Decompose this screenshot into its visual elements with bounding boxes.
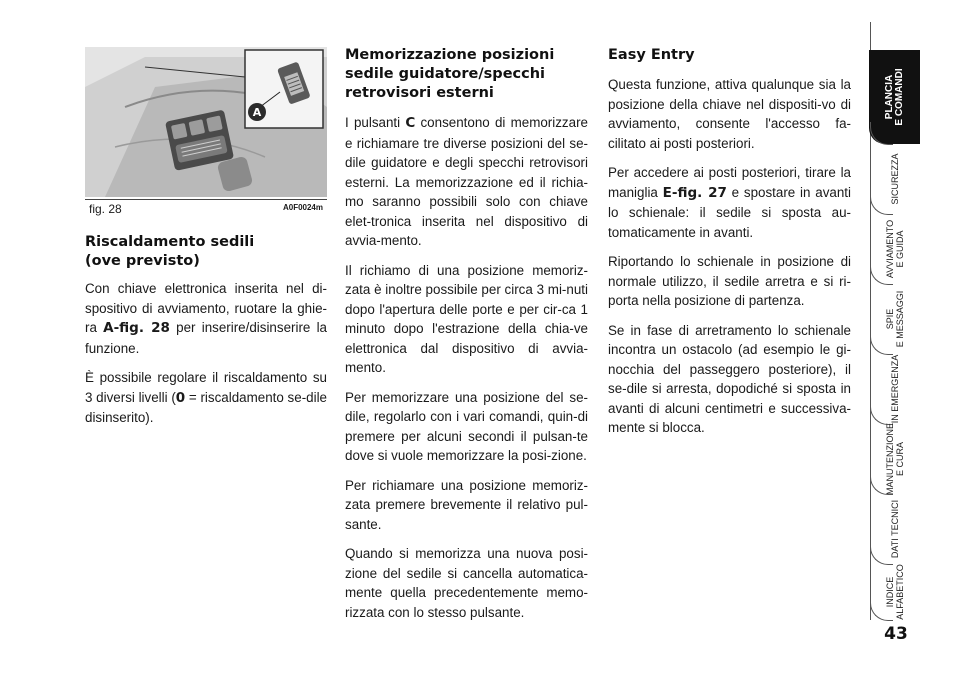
button-reference: C (405, 115, 416, 131)
paragraph: Per richiamare una posizione memoriz-zata premere brevemente il relativo pul-sante. (345, 477, 588, 532)
heading-line: Memorizzazione posizioni (345, 47, 555, 63)
figure-caption (85, 202, 327, 218)
paragraph: Riportando lo schienale in posizione di normale utilizzo, il sedile arretra e si ri-porta nella posizione di partenza. (608, 254, 851, 308)
heading-line: retrovisori esterni (345, 85, 494, 101)
text: e spostare in avanti lo schienale: il sedile si sposta au-tomaticamente in avanti. (608, 184, 851, 240)
column-memory-positions (345, 46, 588, 632)
seat-controls-illustration (85, 47, 327, 197)
text: I pulsanti (345, 115, 406, 130)
figure-code: A0F0024m (282, 203, 323, 212)
text: consentono di memorizzare e richiamare tre diverse posizioni del se-dile guidatore e degli specchi retrovisori esterni. La memorizzazione ed il richia-mo saranno possibili solo con chiave elet-tronica inserita nel dispositivo di avvia-mento. (345, 115, 588, 248)
heading-memory-positions (345, 46, 588, 103)
tab-label: AVVIAMENTO E GUIDA (885, 219, 905, 279)
level-reference: 0 (175, 389, 186, 406)
column-seat-heating (85, 233, 327, 438)
text: È possibile regolare il riscaldamento su 3 diversi livelli ( (85, 370, 327, 405)
heading-line: (ove previsto) (85, 253, 200, 269)
tab-divider (870, 122, 893, 145)
page-number: 43 (884, 624, 908, 644)
paragraph: Questa funzione, attiva qualunque sia la posizione della chiave nel dispositi-vo di avviamento, consente l'accesso fa-cilitato ai posti posteriori. (608, 77, 851, 151)
text: = riscaldamento se-dile disinserito). (85, 389, 327, 425)
figure-reference: A-fig. 28 (103, 320, 170, 336)
tab-label: INDICE ALFABETICO (885, 564, 905, 620)
column-easy-entry (608, 46, 851, 448)
heading-line: sedile guidatore/specchi (345, 66, 546, 82)
paragraph: Quando si memorizza una nuova posi-zione del sedile si cancella automatica-mente quella precedentemente memo-rizzata con lo stesso pulsante. (345, 546, 588, 620)
tab-label: PLANCIA E COMANDI (883, 68, 905, 126)
chapter-sidebar (870, 22, 940, 672)
heading-line: Riscaldamento sedili (85, 234, 255, 250)
tab-label: DATI TECNICI (890, 499, 900, 559)
tab-label: IN EMERGENZA (890, 354, 900, 424)
text: Con chiave elettronica inserita nel di-spositivo di avviamento, ruotare la ghie-ra (85, 281, 327, 335)
text: Per accedere ai posti posteriori, tirare la maniglia (608, 165, 851, 200)
tab-label: SICUREZZA (890, 153, 900, 205)
paragraph: Se in fase di arretramento lo schienale incontra un ostacolo (ad esempio le gi-nocchia del passeggero posteriore), il se-dile si arresta, dopodiché si sposta in avanti di alcuni centimetri e successiva-mente si blocca. (608, 322, 851, 435)
door-panel-drawing (85, 47, 327, 197)
figure-28 (85, 47, 327, 219)
figure-reference: E-fig. 27 (662, 184, 727, 201)
paragraph: Il richiamo di una posizione memoriz-zata è inoltre possibile per circa 3 mi-nuti dopo l'apertura delle porte e per cir-ca 1 minuto dopo l'estrazione della chia-ve elettronica dal dispositivo di avvia-mento. (345, 262, 588, 375)
callout-a-label: A (252, 106, 262, 119)
paragraph (608, 163, 851, 242)
paragraph (85, 368, 327, 428)
paragraph (345, 113, 588, 251)
text: per inserire/disinserire la funzione. (85, 320, 327, 356)
caption-rule (85, 199, 327, 200)
paragraph: Per memorizzare una posizione del se-dile, regolarlo con i vari comandi, quin-di premere per alcuni secondi il pulsan-te dove si vuole memorizzare la posi-zione. (345, 389, 588, 463)
paragraph (85, 279, 327, 358)
heading-easy-entry: Easy Entry (608, 47, 695, 63)
heading-seat-heating (85, 233, 327, 271)
tab-label: MANUTENZIONE E CURA (885, 423, 905, 495)
tab-label: SPIE E MESSAGGI (885, 290, 905, 348)
figure-label: fig. 28 (89, 202, 122, 216)
